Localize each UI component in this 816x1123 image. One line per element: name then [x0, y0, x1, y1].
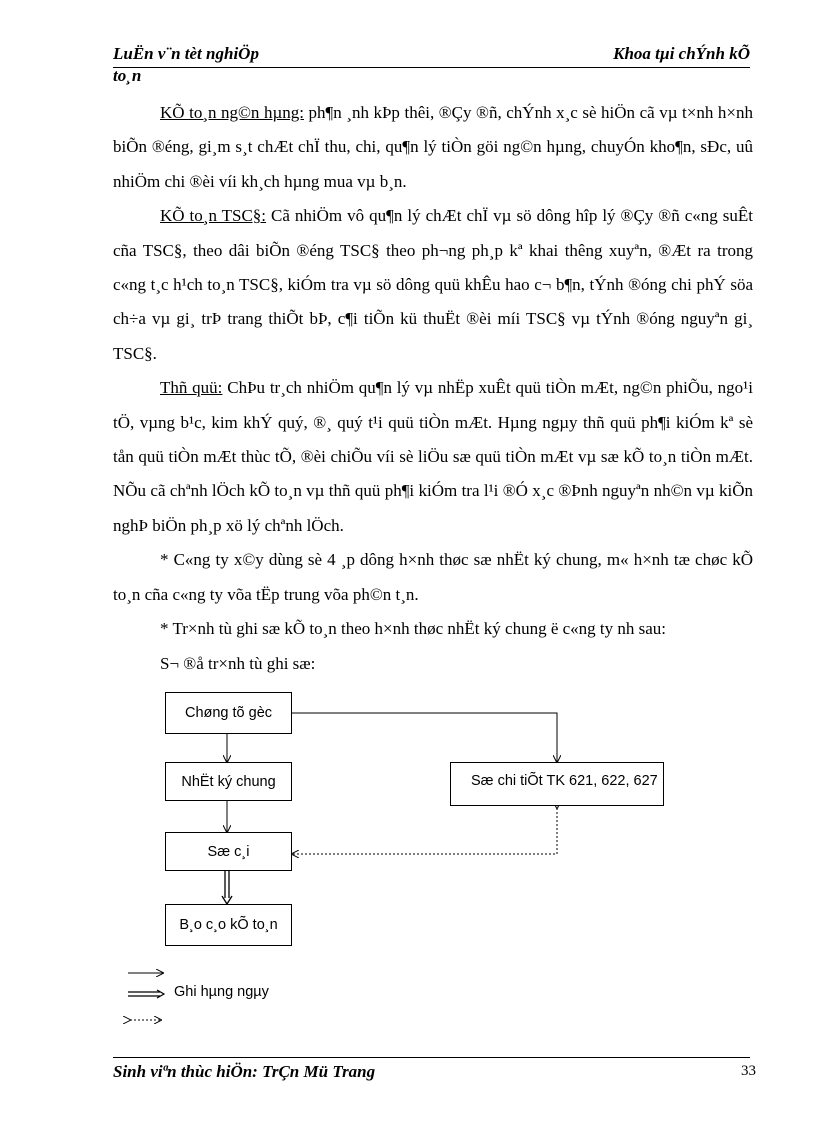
footer-rule [113, 1057, 750, 1058]
paragraph-label: Thñ quü: [160, 378, 223, 398]
paragraph-text: Cã nhiÖm vô qu¶n lý chÆt chÏ vµ sö dông hîp lý ®Çy ®ñ c«ng suÊt cña TSC§, theo dâi biÕn ®éng TSC§ theo ph¬ng ph¸p kª khai thêng xuyªn, ®Æt ra trong c«ng t¸c h¹ch to¸n TSC§, kiÓm tra vµ sö dông quü khÊu hao c¬ b¶n, tÝnh ®óng chi phÝ söa ch÷a vµ gi¸ trÞ trang thiÕt bÞ, c¶i tiÕn kü thuËt ®èi míi TSC§ vµ tÝnh ®óng nguyªn gi¸ TSC§. [113, 206, 753, 363]
paragraph-text: ph¶n ¸nh kÞp thêi, ®Çy ®ñ, chÝnh x¸c sè hiÖn cã vµ t×nh h×nh biÕn ®éng, gi¸m s¸t chÆt chÏ thu, chi, qu¶n lý tiÒn göi ng©n hµng, chuyÓn kho¶n, sÐc, uû nhiÖm chi ®èi víi kh¸ch hµng mua vµ b¸n. [113, 103, 753, 191]
paragraph-company-form: * C«ng ty x©y dùng sè 4 ¸p dông h×nh thøc sæ nhËt ký chung, m« h×nh tæ chøc kÕ to¸n cña c«ng ty võa tËp trung võa ph©n t¸n. [113, 550, 753, 604]
box-label: NhËt ký chung [181, 773, 276, 790]
box-general-ledger [165, 832, 292, 871]
box-detail-ledgers [450, 762, 664, 806]
paragraph-text: ChÞu tr¸ch nhiÖm qu¶n lý vµ nhËp xuÊt quü tiÒn mÆt, ng©n phiÕu, ngo¹i tÖ, vµng b¹c, kim khÝ quý, ®¸ quý t¹i quü tiÒn mÆt. Hµng ngµy thñ quü ph¶i kiÓm kª sè tån quü tiÒn mÆt thùc tÕ, ®èi chiÕu víi sè liÖu sæ quü tiÒn mÆt vµ sæ kÕ to¸n tiÒn mÆt. NÕu cã chªnh lÖch kÕ to¸n vµ thñ quü ph¶i kiÓm tra l¹i ®Ó x¸c ®Þnh nguyªn nh©n vµ kiÕn nghÞ biÖn ph¸p xö lý chªnh lÖch. [113, 378, 754, 535]
arrow-detail-to-ledger-dotted [292, 808, 557, 854]
paragraph-recording-sequence: * Tr×nh tù ghi sæ kÕ to¸n theo h×nh thøc nhËt ký chung ë c«ng ty nh sau: [160, 619, 667, 639]
paragraph-label: KÕ to¸n TSC§: [160, 206, 267, 226]
header-title-right: Khoa tµi chÝnh kÕ [613, 44, 750, 63]
footer-student: Sinh viªn thùc hiÖn: TrÇn Mü Trang [113, 1062, 376, 1081]
arrow-ledger-to-report-head [222, 896, 232, 904]
box-accounting-reports [165, 904, 292, 946]
box-label: B¸o c¸o kÕ to¸n [179, 917, 278, 933]
header-title-left: LuËn v¨n tèt nghiÖp [113, 44, 259, 63]
box-general-journal [165, 762, 292, 801]
box-label: Chøng tõ gèc [184, 705, 273, 721]
legend-arrow-double-head [157, 990, 164, 998]
paragraph-diagram-title: S¬ ®å tr×nh tù ghi sæ: [160, 653, 316, 673]
page-number: 33 [741, 1063, 756, 1079]
box-source-documents [165, 692, 292, 734]
paragraph-label: KÕ to¸n ng©n hµng: [160, 103, 304, 122]
header-title-continuation: to¸n [113, 66, 142, 85]
box-label: Sæ c¸i [207, 843, 250, 860]
legend-daily-label: Ghi hµng ngµy [174, 984, 269, 1000]
arrow-source-to-detail [290, 713, 557, 762]
box-label: Sæ chi tiÕt TK 621, 622, 627 [471, 773, 658, 789]
